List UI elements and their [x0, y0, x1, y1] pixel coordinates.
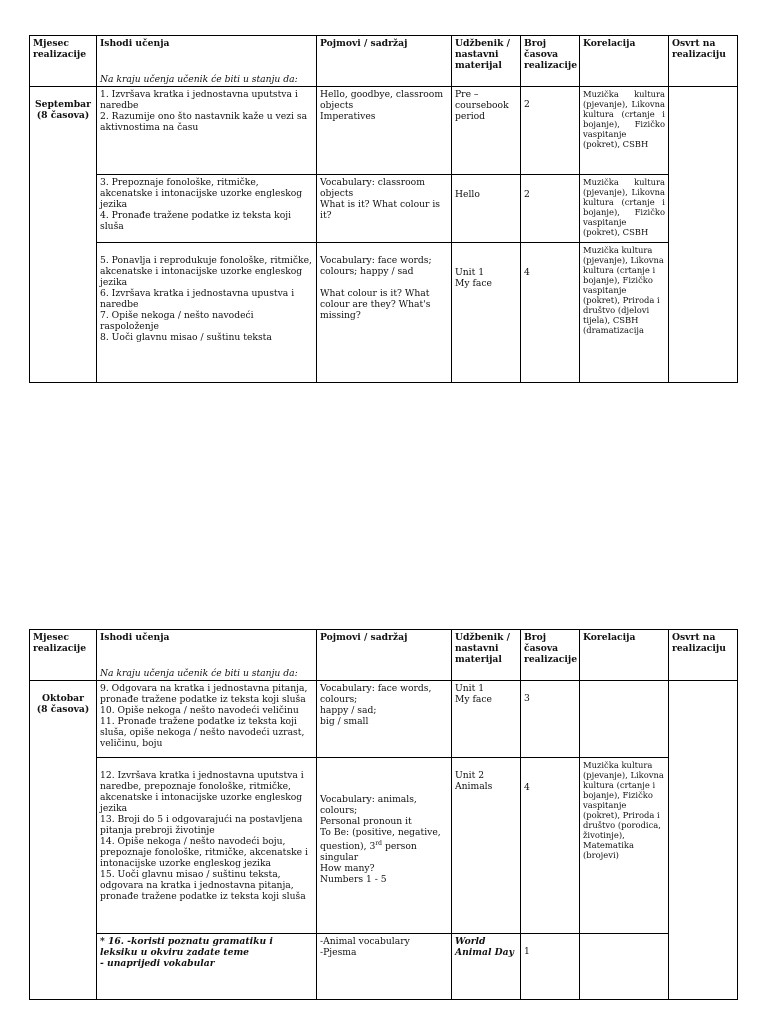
concepts-cell: -Animal vocabulary -Pjesma	[317, 934, 452, 1000]
header-hours: Broj časova realizacije	[521, 630, 580, 681]
header-outcomes-label: Ishodi učenja	[100, 38, 170, 49]
hours-cell: 2	[521, 175, 580, 243]
textbook-cell: Hello	[452, 175, 521, 243]
textbook-cell: Unit 1 My face	[452, 681, 521, 758]
outcomes-cell: 9. Odgovara na kratka i jednostavna pitanja, pronađe tražene podatke iz teksta koji sluša 10. Opiše nekoga / nešto navodeći veličinu 11. Pronađe tražene podatke iz teksta koji sluša, opiše nekoga / nešto navodeći uzrast, veličinu, boju	[97, 681, 317, 758]
hours-cell: 1	[521, 934, 580, 1000]
table-row	[30, 758, 738, 934]
concepts-cell: Vocabulary: face words; colours; happy / sad What colour is it? What colour are they? What's missing?	[317, 243, 452, 383]
review-cell	[669, 87, 738, 383]
header-correlation: Korelacija	[580, 36, 669, 87]
hours-cell: 4	[521, 243, 580, 383]
outcomes-cell: 3. Prepoznaje fonološke, ritmičke, akcenatske i intonacijske uzorke engleskog jezika 4. Pronađe tražene podatke iz teksta koji sluša	[97, 175, 317, 243]
month-cell: Septembar (8 časova)	[30, 87, 97, 383]
month-cell: Oktobar (8 časova)	[30, 681, 97, 1000]
table-row	[30, 681, 738, 758]
header-review: Osvrt na realizaciju	[669, 36, 738, 87]
header-textbook: Udžbenik / nastavni materijal	[452, 36, 521, 87]
outcomes-cell: 12. Izvršava kratka i jednostavna uputstva i naredbe, prepoznaje fonološke, ritmičke, akcenatske i intonacijske uzorke engleskog jezika 13. Broji do 5 i odgovarajući na postavljena pitanja prebroji životinje 14. Opiše nekoga / nešto navodeći boju, prepoznaje fonološke, ritmičke, akcenatske i intonacijske uzorke engleskog jezika 15. Uoči glavnu misao / suštinu teksta, odgovara na kratka i jednostavna pitanja, pronađe tražene podatke iz teksta koji sluša	[97, 758, 317, 934]
concepts-cell	[317, 758, 452, 934]
hours-cell: 3	[521, 681, 580, 758]
header-outcomes-note: Na kraju učenja učenik će biti u stanju da:	[100, 668, 298, 679]
textbook-cell: Unit 2 Animals	[452, 758, 521, 934]
plan-table-september	[29, 35, 738, 383]
header-concepts: Pojmovi / sadržaj	[317, 36, 452, 87]
correlation-cell: Muzička kultura (pjevanje), Likovna kultura (crtanje i bojanje), Fizičko vaspitanje (pokret), Priroda i društvo (porodica, životinje), Matematika (brojevi)	[580, 758, 669, 934]
correlation-cell: Muzička kultura (pjevanje), Likovna kultura (crtanje i bojanje), Fizičko vaspitanje (pokret), CSBH	[580, 175, 669, 243]
hours-cell: 4	[521, 758, 580, 934]
table-row	[30, 175, 738, 243]
header-correlation: Korelacija	[580, 630, 669, 681]
header-month: Mjesec realizacije	[30, 630, 97, 681]
textbook-cell: World Animal Day	[452, 934, 521, 1000]
header-outcomes	[97, 630, 317, 681]
correlation-cell	[580, 681, 669, 758]
table-row	[30, 243, 738, 383]
ordinal-suffix: rd	[375, 840, 383, 847]
correlation-cell	[580, 934, 669, 1000]
header-concepts: Pojmovi / sadržaj	[317, 630, 452, 681]
header-textbook: Udžbenik / nastavni materijal	[452, 630, 521, 681]
header-month: Mjesec realizacije	[30, 36, 97, 87]
concepts-cell: Vocabulary: classroom objects What is it? What colour is it?	[317, 175, 452, 243]
concepts-text-a: Vocabulary: animals, colours; Personal pronoun it To Be: (positive, negative, question), 3	[320, 794, 441, 853]
header-row	[30, 36, 738, 87]
header-hours: Broj časova realizacije	[521, 36, 580, 87]
correlation-cell: Muzička kultura (pjevanje), Likovna kultura (crtanje i bojanje), Fizičko vaspitanje (pokret), Priroda i društvo (djelovi tijela), CSBH (dramatizacija	[580, 243, 669, 383]
correlation-cell: Muzička kultura (pjevanje), Likovna kultura (crtanje i bojanje), Fizičko vaspitanje (pokret), CSBH	[580, 87, 669, 175]
concepts-cell: Hello, goodbye, classroom objects Imperatives	[317, 87, 452, 175]
table-row	[30, 87, 738, 175]
outcomes-cell: 5. Ponavlja i reprodukuje fonološke, ritmičke, akcenatske i intonacijske uzorke engleskog jezika 6. Izvršava kratka i jednostavna upustva i naredbe 7. Opiše nekoga / nešto navodeći raspoloženje 8. Uoči glavnu misao / suštinu teksta	[97, 243, 317, 383]
header-outcomes	[97, 36, 317, 87]
table-row	[30, 934, 738, 1000]
outcomes-cell: 1. Izvršava kratka i jednostavna uputstva i naredbe 2. Razumije ono što nastavnik kaže u vezi sa aktivnostima na času	[97, 87, 317, 175]
outcomes-cell: * 16. -koristi poznatu gramatiku i leksiku u okviru zadate teme - unaprijedi vokabular	[97, 934, 317, 1000]
textbook-cell: Unit 1 My face	[452, 243, 521, 383]
header-outcomes-label: Ishodi učenja	[100, 632, 170, 643]
header-outcomes-note: Na kraju učenja učenik će biti u stanju da:	[100, 74, 298, 85]
review-cell	[669, 681, 738, 1000]
concepts-text-b: person singular How many? Numbers 1 - 5	[320, 841, 417, 886]
header-row	[30, 630, 738, 681]
concepts-cell: Vocabulary: face words, colours; happy / sad; big / small	[317, 681, 452, 758]
textbook-cell: Pre – coursebook period	[452, 87, 521, 175]
plan-table-october	[29, 629, 738, 1000]
header-review: Osvrt na realizaciju	[669, 630, 738, 681]
hours-cell: 2	[521, 87, 580, 175]
